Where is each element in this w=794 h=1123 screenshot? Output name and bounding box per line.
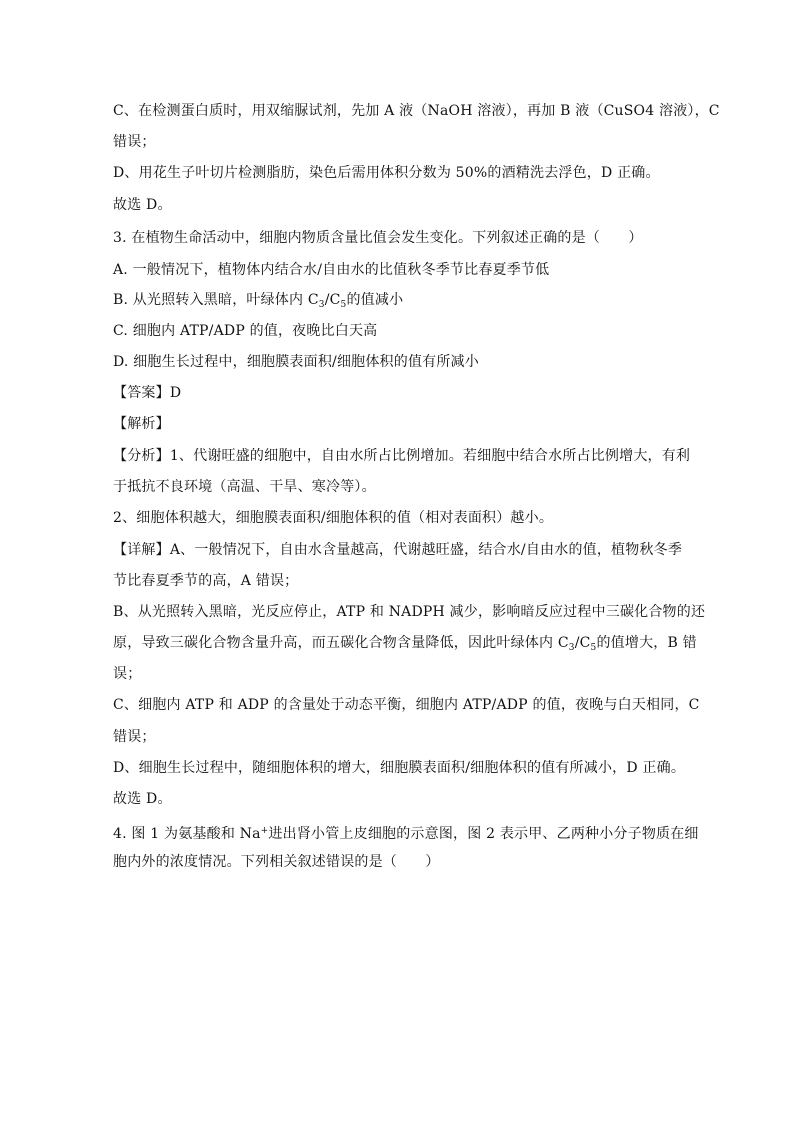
- detail-c-line1: C、细胞内 ATP 和 ADP 的含量处于动态平衡，细胞内 ATP/ADP 的值，夜晚与白天相同，C: [113, 697, 700, 713]
- choose-answer-line: 故选 D。: [113, 791, 172, 807]
- analysis-label: 【解析】: [113, 416, 170, 432]
- choose-answer-line: 故选 D。: [113, 197, 172, 213]
- option-c-explanation-line2: 错误；: [113, 134, 156, 150]
- detail-a-line2: 节比春夏季节的高，A 错误；: [113, 573, 299, 589]
- q3-stem: 3. 在植物生命活动中，细胞内物质含量比值会发生变化。下列叙述正确的是（ ）: [113, 230, 643, 246]
- detail-d: D、细胞生长过程中，随细胞体积的增大，细胞膜表面积/细胞体积的值有所减小，D 正确。: [113, 760, 686, 776]
- q4-stem-line2: 胞内外的浓度情况。下列相关叙述错误的是（ ）: [113, 854, 440, 870]
- q3-option-c: C. 细胞内 ATP/ADP 的值，夜晚比白天高: [113, 323, 378, 339]
- detail-a-line1: 【详解】A、一般情况下，自由水含量越高，代谢越旺盛，结合水/自由水的值，植物秋冬季: [113, 542, 683, 558]
- answer-value: D: [169, 385, 182, 401]
- fenxi-line2: 于抵抗不良环境（高温、干旱、寒冷等）。: [113, 479, 376, 495]
- detail-label: 【详解】: [113, 542, 170, 558]
- fenxi-point2: 2、细胞体积越大，细胞膜表面积/细胞体积的值（相对表面积）越小。: [113, 510, 554, 526]
- q3-option-a: A. 一般情况下，植物体内结合水/自由水的比值秋冬季节比春夏季节低: [113, 262, 550, 278]
- answer-label: 【答案】: [113, 385, 170, 401]
- option-c-explanation-line1: C、在检测蛋白质时，用双缩脲试剂，先加 A 液（NaOH 溶液），再加 B 液（CuSO4 溶液），C: [113, 103, 720, 119]
- q3-option-b: B. 从光照转入黑暗，叶绿体内 $C_3/C_5$的值减小: [113, 292, 404, 310]
- detail-b-line2: 原，导致三碳化合物含量升高，而五碳化合物含量降低，因此叶绿体内 $C_3/C_5$的值增大，B 错: [113, 635, 697, 653]
- option-d-explanation: D、用花生子叶切片检测脂肪，染色后需用体积分数为 50%的酒精洗去浮色，D 正确。: [113, 165, 660, 181]
- answer-line: [113, 383, 181, 403]
- detail-c-line2: 错误；: [113, 729, 156, 745]
- fenxi-line1: 【分析】1、代谢旺盛的细胞中，自由水所占比例增加。若细胞中结合水所占比例增大，有利: [113, 448, 691, 464]
- q4-stem-line1: 4. 图 1 为氨基酸和 Na+进出肾小管上皮细胞的示意图，图 2 表示甲、乙两种小分子物质在细: [113, 826, 699, 842]
- detail-b-line1: B、从光照转入黑暗，光反应停止，ATP 和 NADPH 减少，影响暗反应过程中三碳化合物的还: [113, 604, 706, 620]
- detail-b-line3: 误；: [113, 666, 142, 682]
- q3-option-d: D. 细胞生长过程中，细胞膜表面积/细胞体积的值有所减小: [113, 354, 479, 370]
- fenxi-label: 【分析】: [113, 448, 170, 464]
